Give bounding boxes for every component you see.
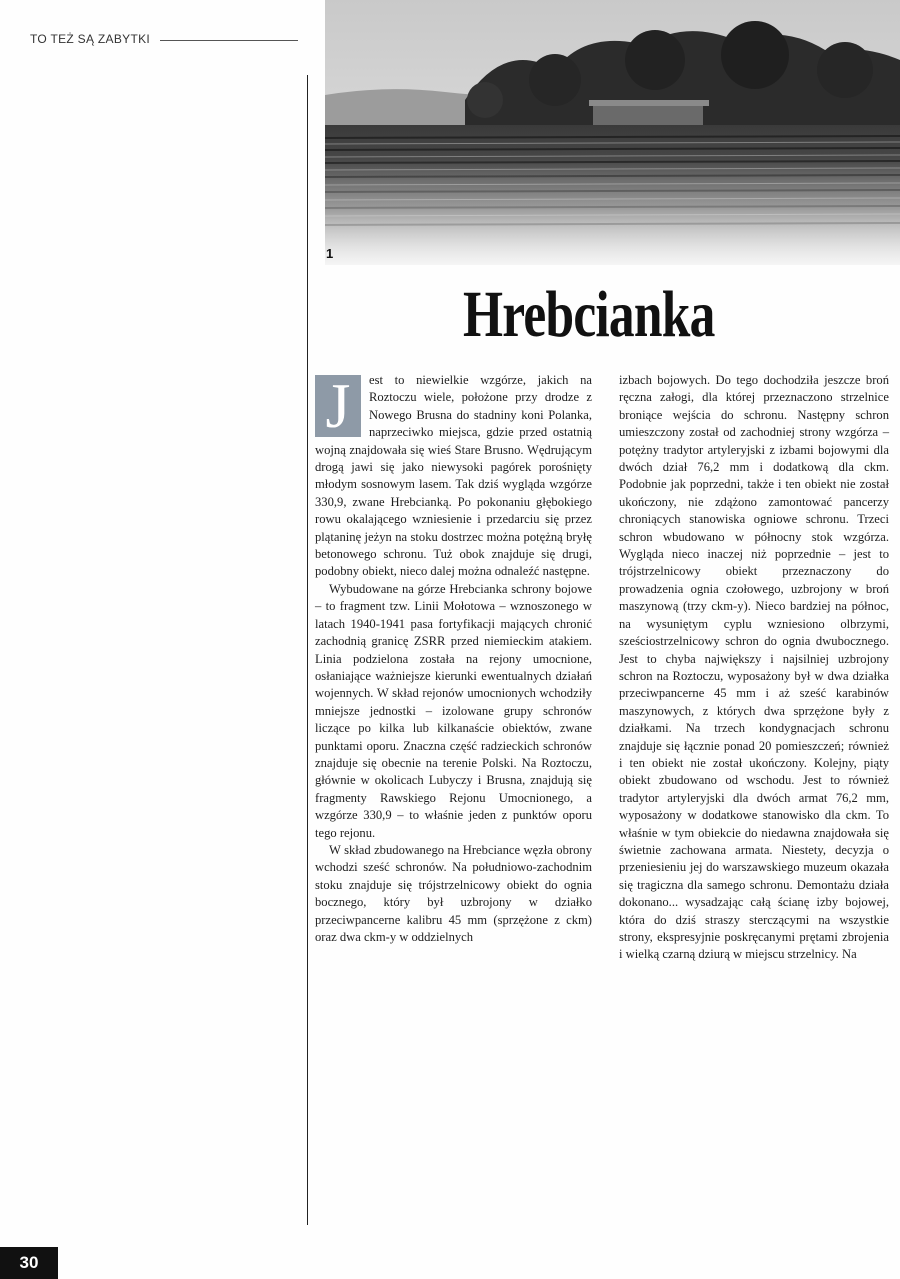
- column-rule: [307, 75, 308, 1225]
- header-rule: [160, 40, 298, 41]
- paragraph: izbach bojowych. Do tego dochodziła jeszcze broń ręczna załogi, dla której przeznaczono strzelnice broniące wejścia do schronu. Następny schron umieszczony został od zachodniej strony wzgórza – potężny tradytor artyleryjski z izbami bojowymi dla dwóch dział 76,2 mm i dodatkową dla ckm. Podobnie jak poprzedni, także i ten obiekt nie został ukończony, nie zdążono zamontować pancerzy chroniących stanowiska ogniowe schronu. Trzeci schron wbudowano w północny stok wzgórza. Wygląda nieco inaczej niż poprzednie – jest to trójstrzelnicowy obiekt przeznaczony do prowadzenia ognia czołowego, uzbrojony w broń maszynową (trzy ckm-y). Nieco bardziej na północ, na wysuniętym cyplu wzniesiono olbrzymi, sześciostrzelnicowy schron do ognia dwubocznego. Jest to chyba największy i najsilniej uzbrojony schron na Roztoczu, wyposażony był w dwa działka przeciwpancerne 45 mm i aż sześć karabinów maszynowych, z których dwa sprzężone były z działkami. Na trzech kondygnacjach schronu znajduje się łącznie ponad 20 pomieszczeń; również i ten obiekt nie został ukończony. Kolejny, piąty obiekt zbudowano od wschodu. Jest to również tradytor artyleryjski dla dwóch armat 76,2 mm, wyposażony w dodatkowe stanowisko dla ckm. To właśnie w tym obiekcie do niedawna znajdowała się świetnie zachowana armata. Niestety, decyzja o przeniesieniu jej do warszawskiego muzeum okazała się tragiczna dla samego schronu. Demontażu działa dokonano... wysadzając całą ścianę izby bojowej, która do dziś straszy sterczącymi na wszystkie strony, ekspresyjnie poskręcanymi prętami zbrojenia i wielką czarną dziurą w miejscu strzelnicy. Na: [619, 373, 889, 962]
- section-label: TO TEŻ SĄ ZABYTKI: [30, 32, 151, 46]
- drop-cap: J: [315, 375, 361, 437]
- article-column-left: [315, 372, 592, 946]
- paragraph: Wybudowane na górze Hrebcianka schrony bojowe – to fragment tzw. Linii Mołotowa – wznoszonego w latach 1940-1941 pasa fortyfikacji mających chronić zachodnią granicę ZSRR przed niemieckim atakiem. Linia podzielona została na rejony umocnione, osłaniające ważniejsze kierunki ewentualnych działań wojennych. W skład rejonów umocnionych wchodziły mniejsze jednostki – izolowane grupy schronów liczące po kilka lub kilkanaście obiektów, zwane punktami oporu. Znaczna część radzieckich schronów znajduje się obecnie na terenie Polski. Na Roztoczu, głównie w okolicach Lubyczy i Brusna, znajdują się fragmenty Rawskiego Rejonu Umocnionego, a wzgórze 330,9 – to właśnie jeden z punktów oporu tego rejonu.: [315, 581, 592, 840]
- paragraph: W skład zbudowanego na Hrebciance węzła obrony wchodzi sześć schronów. Na południowo-zachodnim stoku znajduje się trójstrzelnicowy obiekt do ognia bocznego, który był uzbrojony w działko przeciwpancerne kalibru 45 mm (sprzężone z ckm) oraz dwa ckm-y w oddzielnych: [315, 842, 592, 944]
- paragraph: est to niewielkie wzgórze, jakich na Roztoczu wiele, położone przy drodze z Nowego Brusna do stadniny koni Polanka, naprzeciwko miejsca, gdzie przed ostatnią wojną znajdowała się wieś Stare Brusno. Wędrującym drogą jawi się jako niewysoki pagórek porośnięty młodym sosnowym lasem. Tak dziś wygląda wzgórze 330,9, zwane Hrebcianką. Po pokonaniu głębokiego rowu okalającego wzniesienie i przedarciu się przez plątaninę jeżyn na stoku dostrzec można potężną bryłę betonowego schronu. Tuż obok znajduje się drugi, podobny obiekt, nieco dalej można odnaleźć następne.: [315, 373, 592, 579]
- photo-caption-number: 1: [326, 246, 334, 261]
- article-title: Hrebcianka: [463, 278, 715, 351]
- page-number: 30: [0, 1247, 58, 1279]
- landscape-photo: [325, 0, 900, 265]
- article-column-right: [619, 372, 889, 964]
